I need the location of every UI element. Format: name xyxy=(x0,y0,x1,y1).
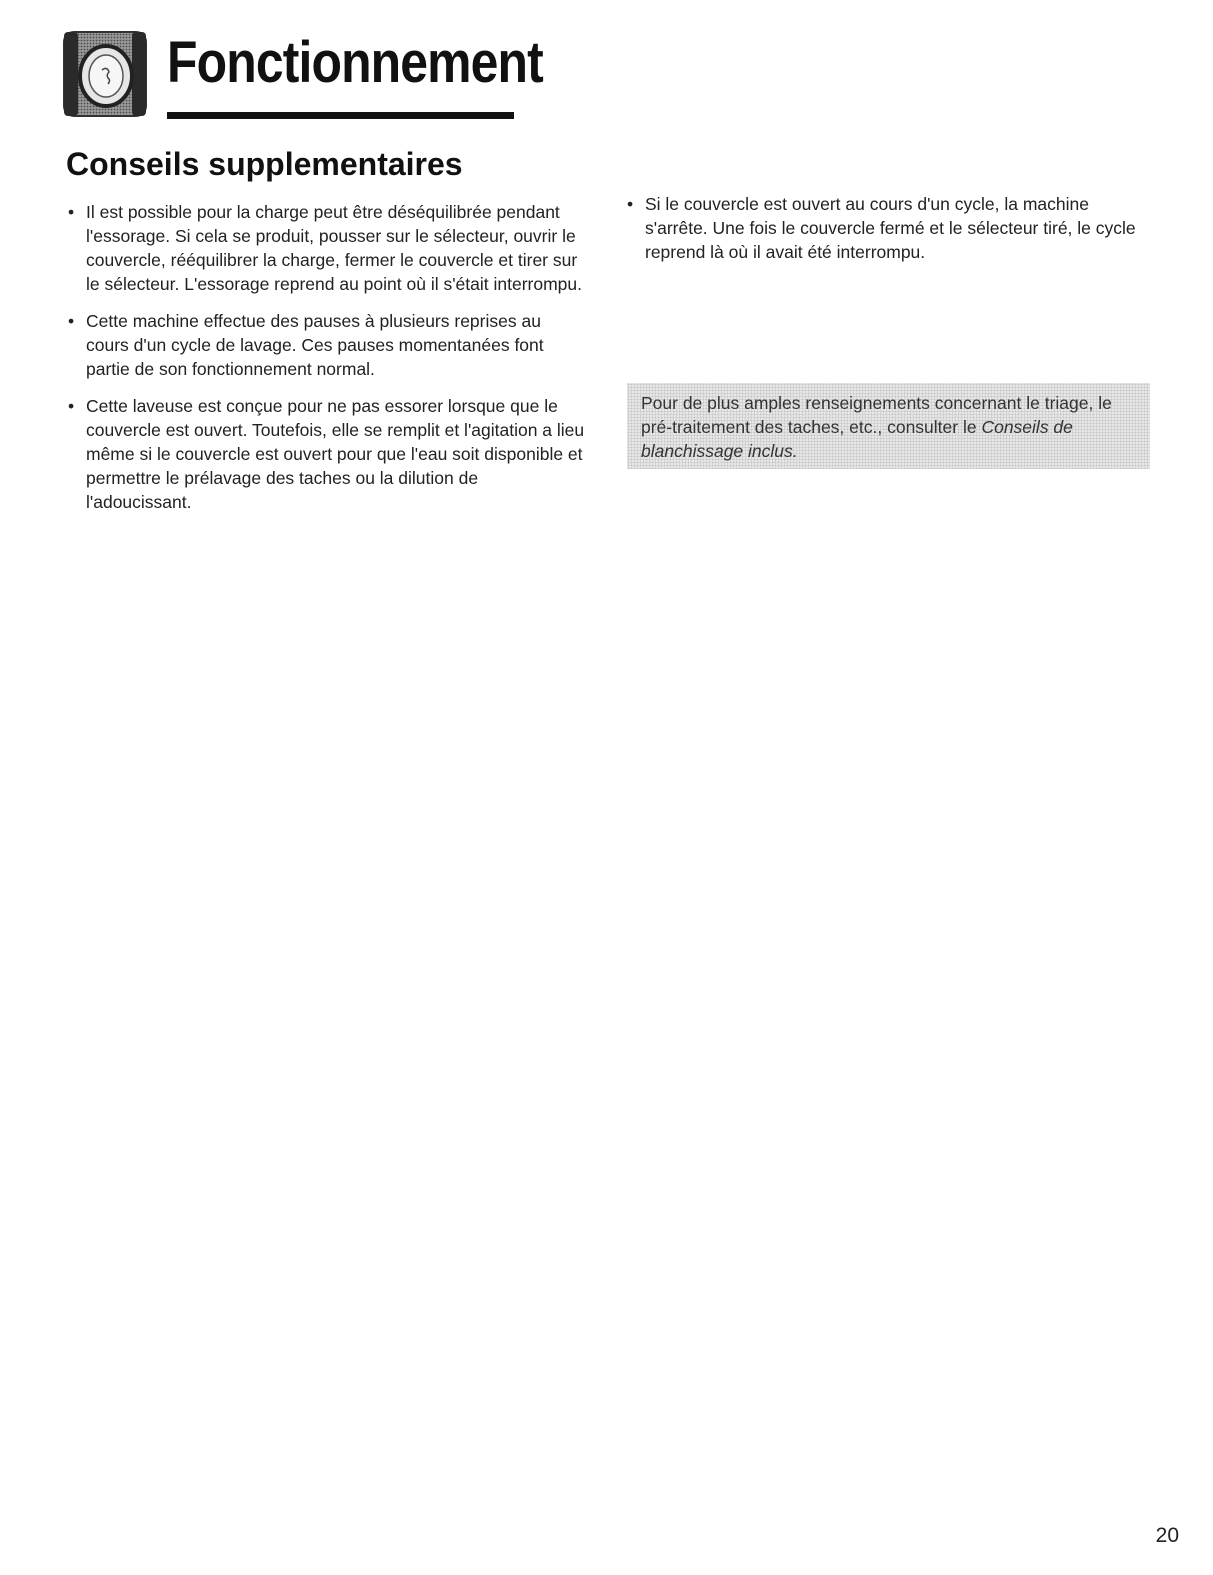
bullet-icon: • xyxy=(68,202,75,222)
bullet-icon: • xyxy=(68,396,75,416)
bullet-text: Il est possible pour la charge peut être déséquilibrée pendant l'essorage. Si cela se produit, pousser sur le sélecteur, ouvrir le couvercle, rééquilibrer la charge, fermer le couvercle et tirer sur le sélecteur. L'essorage reprend au point où il s'était interrompu. xyxy=(86,202,582,294)
note-text: Pour de plus amples renseignements concernant le triage, le pré-traitement des taches, etc., consulter le xyxy=(641,393,1112,437)
section-title: Conseils supplementaires xyxy=(66,146,463,182)
note-reference: Conseils de blanchissage inclus. xyxy=(641,417,1073,461)
bullet-text: Cette machine effectue des pauses à plusieurs reprises au cours d'un cycle de lavage. Ces pauses momentanées font partie de son fonctionnement normal. xyxy=(86,311,544,379)
title-underline xyxy=(167,112,514,119)
bullet-item xyxy=(66,309,586,381)
info-note-box xyxy=(627,383,1150,469)
washing-machine-icon xyxy=(62,30,148,118)
bullet-icon: • xyxy=(68,311,75,331)
bullet-item xyxy=(66,200,586,296)
left-column xyxy=(66,200,586,527)
right-column xyxy=(625,192,1150,277)
bullet-text: Cette laveuse est conçue pour ne pas essorer lorsque que le couvercle est ouvert. Toutefois, elle se remplit et l'agitation a lieu même si le couvercle est ouvert pour que l'eau soit disponible et permettre le prélavage des taches ou la dilution de l'adoucissant. xyxy=(86,396,585,512)
bullet-text: Si le couvercle est ouvert au cours d'un cycle, la machine s'arrête. Une fois le couvercle fermé et le sélecteur tiré, le cycle reprend là où il avait été interrompu. xyxy=(645,194,1136,262)
page-title: Fonctionnement xyxy=(167,30,543,95)
bullet-icon: • xyxy=(627,194,634,214)
bullet-item xyxy=(66,394,586,514)
page-number: 20 xyxy=(1155,1524,1179,1547)
bullet-item xyxy=(625,192,1150,264)
